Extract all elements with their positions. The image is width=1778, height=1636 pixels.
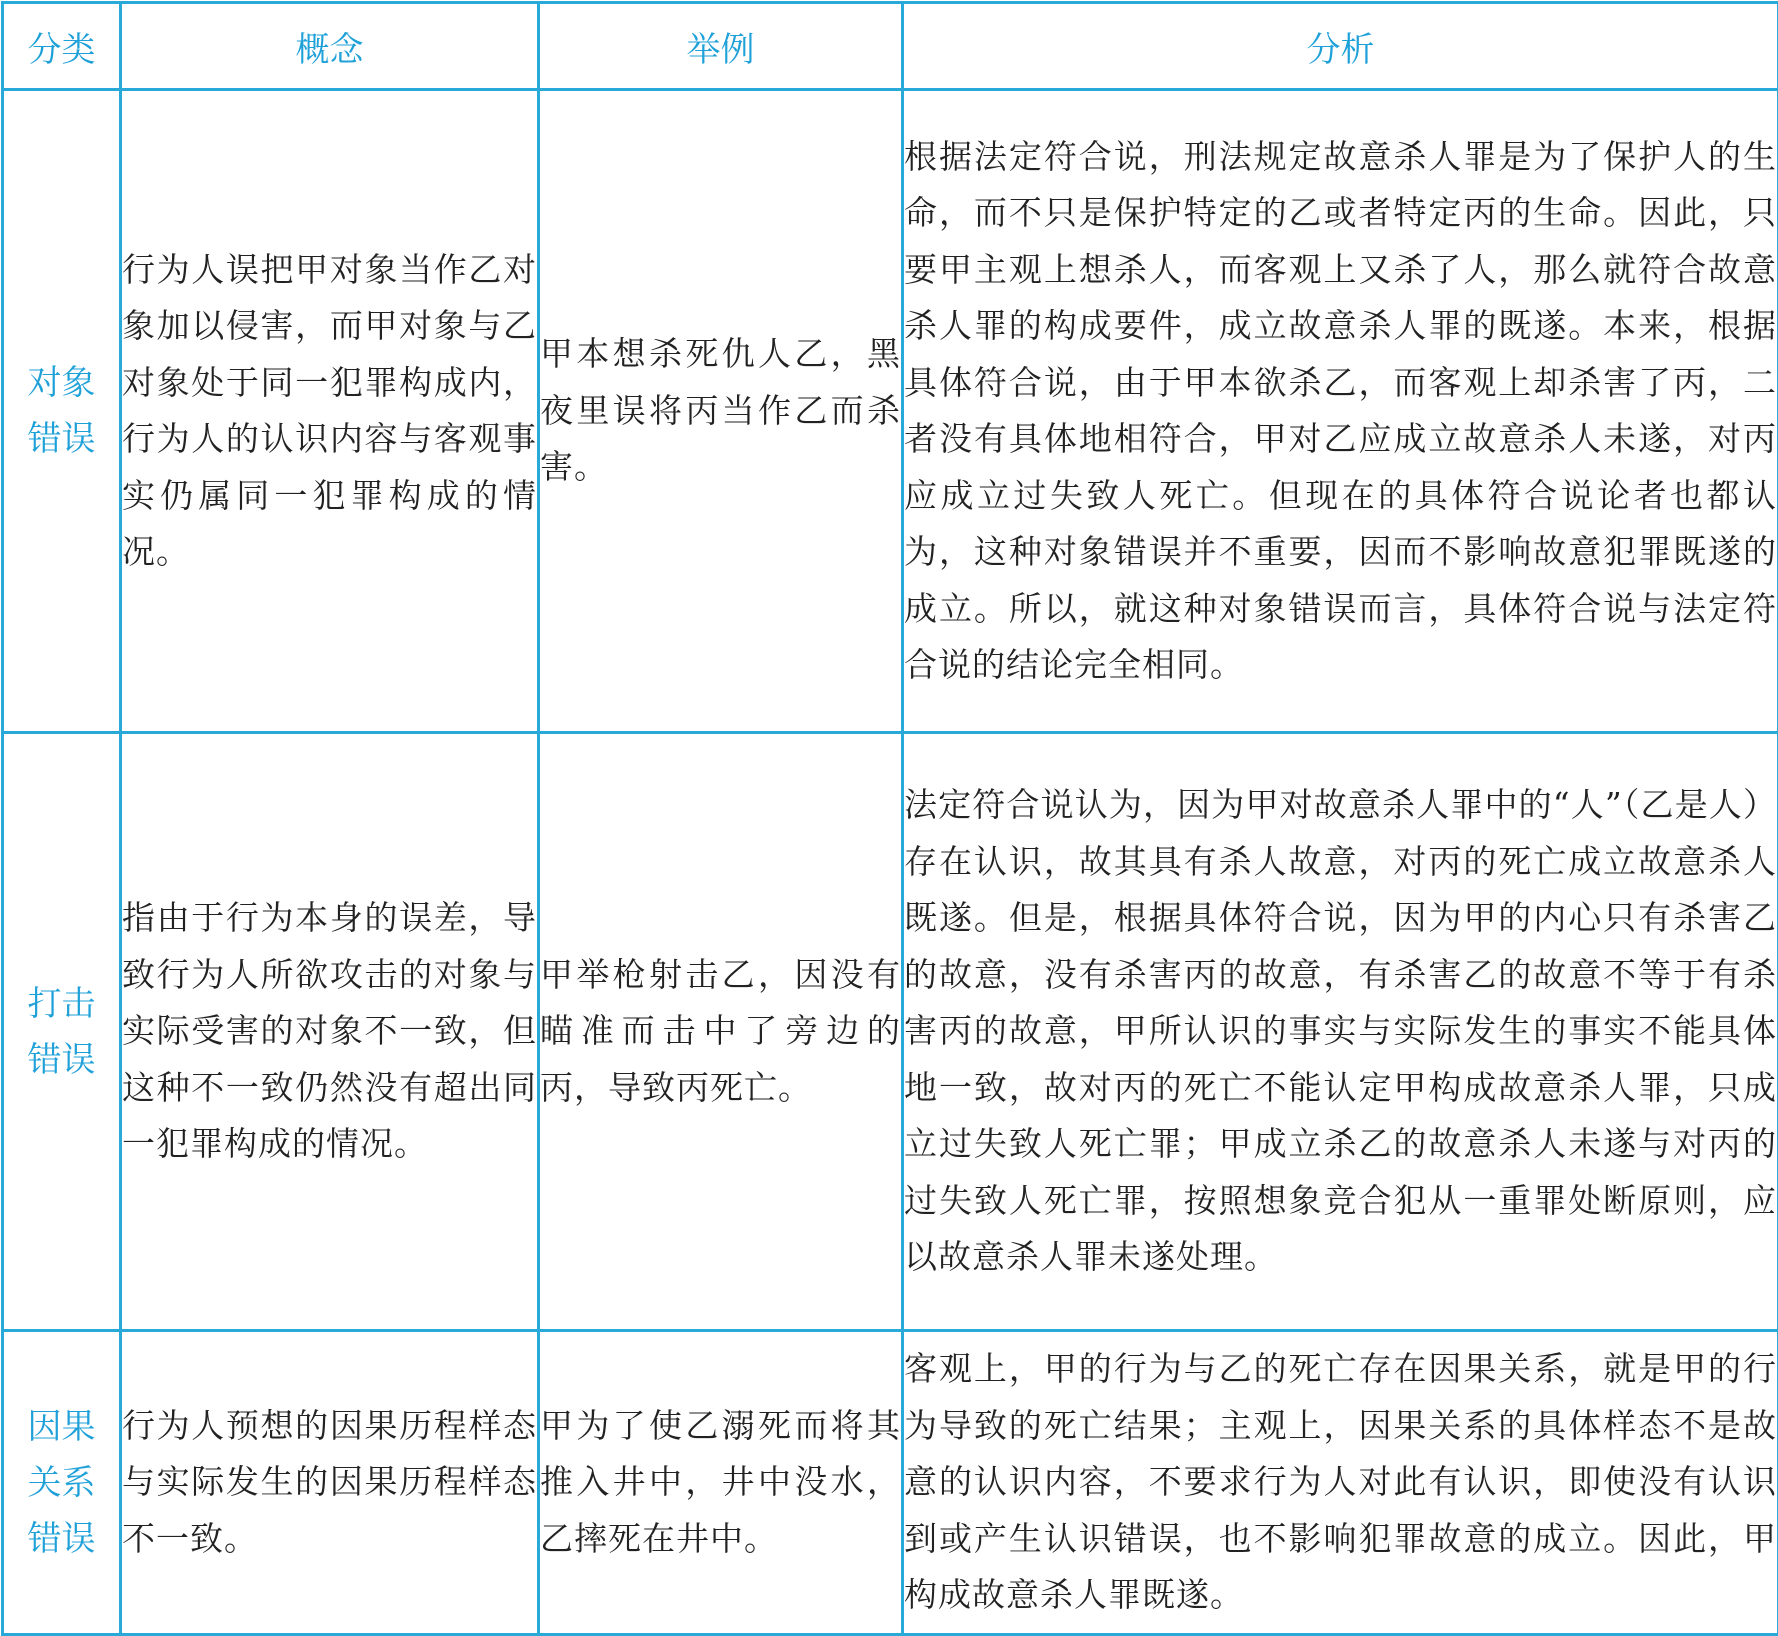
header-concept: 概念 bbox=[121, 3, 539, 90]
table-row bbox=[3, 1331, 1778, 1635]
category-cell bbox=[3, 90, 121, 733]
concept-cell: 行为人预想的因果历程样态与实际发生的因果历程样态不一致。 bbox=[121, 1331, 539, 1635]
analysis-cell: 法定符合说认为，因为甲对故意杀人罪中的“人”（乙是人）存在认识，故其具有杀人故意，对丙的死亡成立故意杀人既遂。但是，根据具体符合说，因为甲的内心只有杀害乙的故意，没有杀害丙的故意，有杀害乙的故意不等于有杀害丙的故意，甲所认识的事实与实际发生的事实不能具体地一致，故对丙的死亡不能认定甲构成故意杀人罪，只成立过失致人死亡罪；甲成立杀乙的故意杀人未遂与对丙的过失致人死亡罪，按照想象竞合犯从一重罪处断原则，应以故意杀人罪未遂处理。 bbox=[903, 733, 1778, 1331]
example-cell: 甲为了使乙溺死而将其推入井中，井中没水，乙摔死在井中。 bbox=[539, 1331, 903, 1635]
example-cell: 甲本想杀死仇人乙，黑夜里误将丙当作乙而杀害。 bbox=[539, 90, 903, 733]
concept-cell: 指由于行为本身的误差，导致行为人所欲攻击的对象与实际受害的对象不一致，但这种不一致仍然没有超出同一犯罪构成的情况。 bbox=[121, 733, 539, 1331]
error-classification-table bbox=[1, 1, 1778, 1636]
category-cell bbox=[3, 1331, 121, 1635]
category-line: 错误 bbox=[4, 411, 119, 467]
category-line: 错误 bbox=[4, 1511, 119, 1567]
table-row bbox=[3, 733, 1778, 1331]
category-line: 关系 bbox=[4, 1455, 119, 1511]
category-line: 打击 bbox=[4, 976, 119, 1032]
table-row bbox=[3, 90, 1778, 733]
header-example: 举例 bbox=[539, 3, 903, 90]
header-row bbox=[3, 3, 1778, 90]
concept-cell: 行为人误把甲对象当作乙对象加以侵害，而甲对象与乙对象处于同一犯罪构成内，行为人的认识内容与客观事实仍属同一犯罪构成的情况。 bbox=[121, 90, 539, 733]
example-cell: 甲举枪射击乙，因没有瞄准而击中了旁边的丙，导致丙死亡。 bbox=[539, 733, 903, 1331]
category-line: 错误 bbox=[4, 1032, 119, 1088]
category-cell bbox=[3, 733, 121, 1331]
category-line: 因果 bbox=[4, 1399, 119, 1455]
header-analysis: 分析 bbox=[903, 3, 1778, 90]
analysis-cell: 客观上，甲的行为与乙的死亡存在因果关系，就是甲的行为导致的死亡结果；主观上，因果关系的具体样态不是故意的认识内容，不要求行为人对此有认识，即使没有认识到或产生认识错误，也不影响犯罪故意的成立。因此，甲构成故意杀人罪既遂。 bbox=[903, 1331, 1778, 1635]
category-line: 对象 bbox=[4, 355, 119, 411]
header-category: 分类 bbox=[3, 3, 121, 90]
analysis-cell: 根据法定符合说，刑法规定故意杀人罪是为了保护人的生命，而不只是保护特定的乙或者特定丙的生命。因此，只要甲主观上想杀人，而客观上又杀了人，那么就符合故意杀人罪的构成要件，成立故意杀人罪的既遂。本来，根据具体符合说，由于甲本欲杀乙，而客观上却杀害了丙，二者没有具体地相符合，甲对乙应成立故意杀人未遂，对丙应成立过失致人死亡。但现在的具体符合说论者也都认为，这种对象错误并不重要，因而不影响故意犯罪既遂的成立。所以，就这种对象错误而言，具体符合说与法定符合说的结论完全相同。 bbox=[903, 90, 1778, 733]
